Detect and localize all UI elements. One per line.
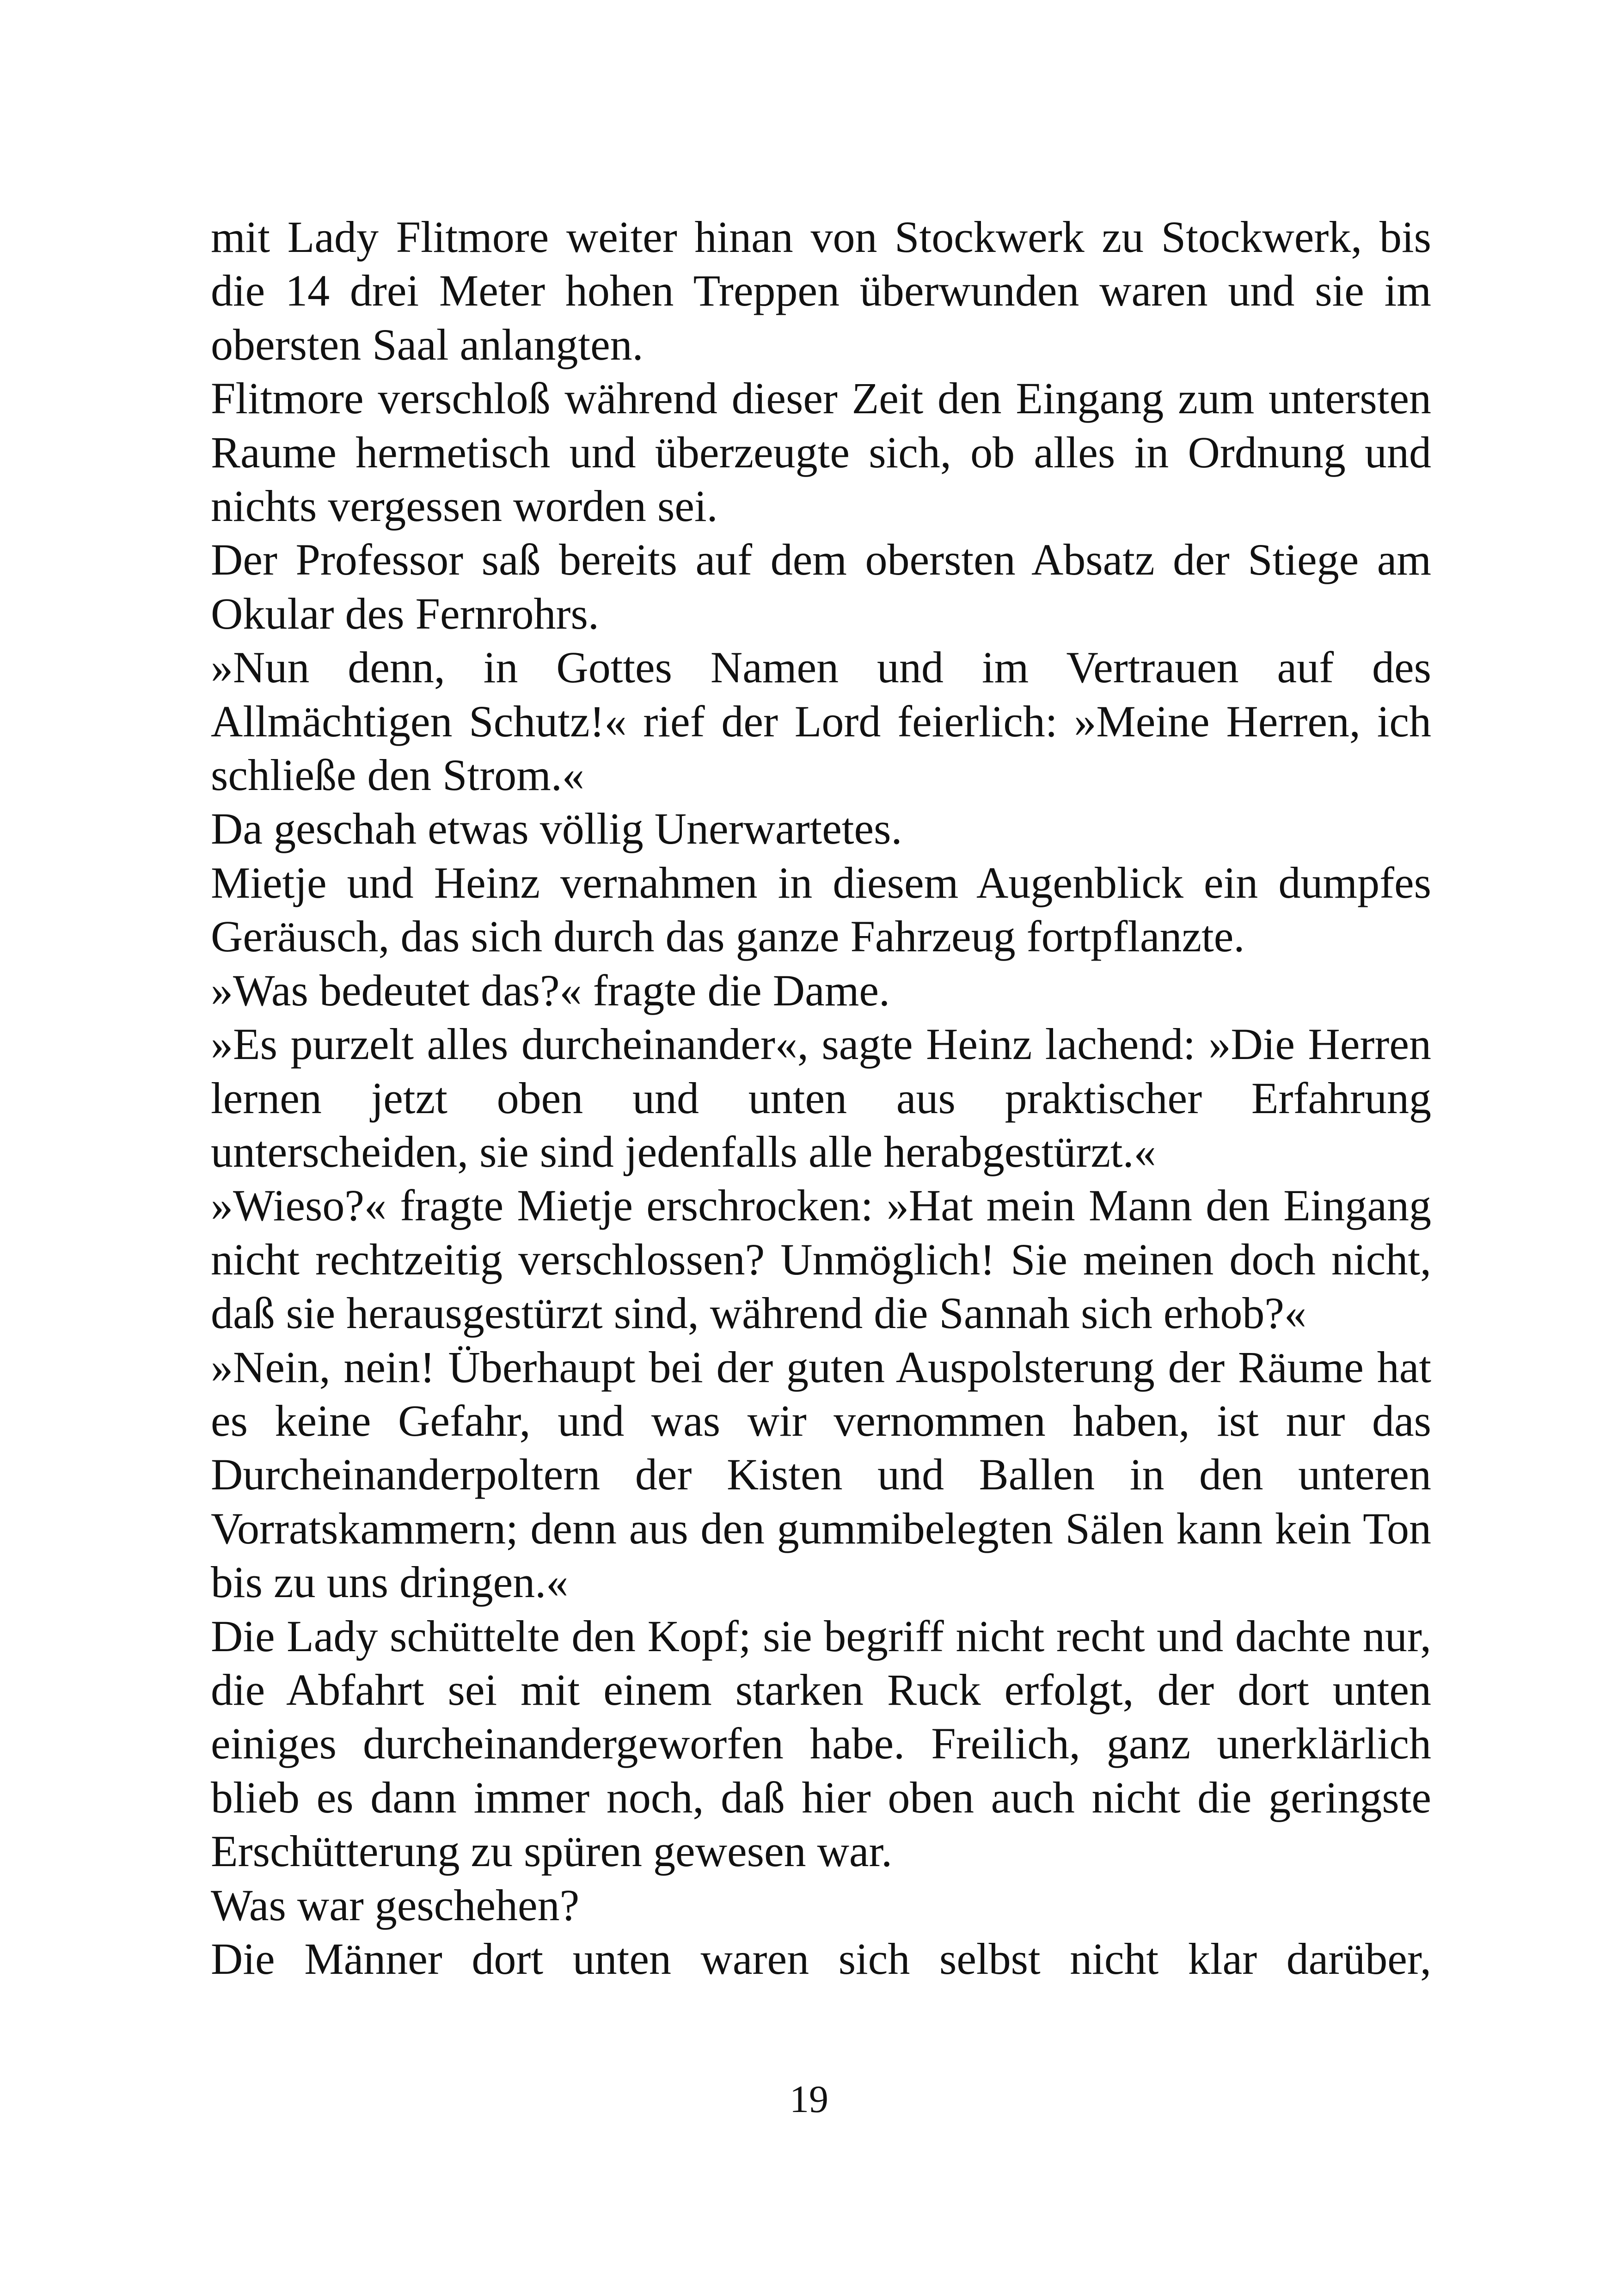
paragraph: »Es purzelt alles durcheinander«, sagte Heinz lachend: »Die Herren lernen jetzt oben und unten aus praktischer Erfahrung unterscheiden, sie sind jedenfalls alle herabgestürzt.« <box>211 1019 1431 1176</box>
paragraph: Da geschah etwas völlig Unerwartetes. <box>211 804 902 854</box>
paragraph: »Wieso?« fragte Mietje erschrocken: »Hat mein Mann den Eingang nicht rechtzeitig verschlossen? Unmöglich! Sie meinen doch nicht, daß sie herausgestürzt sind, während die Sannah sich erhob?« <box>211 1181 1431 1338</box>
paragraph: Was war geschehen? <box>211 1880 580 1930</box>
paragraph: Die Männer dort unten waren sich selbst nicht klar darüber, <box>211 1934 1431 1984</box>
page-number: 19 <box>790 2078 828 2121</box>
paragraph: »Nun denn, in Gottes Namen und im Vertrauen auf des Allmächtigen Schutz!« rief der Lord feierlich: »Meine Herren, ich schließe den Strom.« <box>211 643 1431 800</box>
paragraph: »Nein, nein! Überhaupt bei der guten Auspolsterung der Räume hat es keine Gefahr, und was wir vernommen haben, ist nur das Durcheinanderpoltern der Kisten und Ballen in den unteren Vorratskammern; denn aus den gummibelegten Sälen kann kein Ton bis zu uns dringen.« <box>211 1342 1431 1607</box>
paragraph: »Was bedeutet das?« fragte die Dame. <box>211 965 890 1015</box>
paragraph: Mietje und Heinz vernahmen in diesem Augenblick ein dumpfes Geräusch, das sich durch das ganze Fahrzeug fortpflanzte. <box>211 857 1431 961</box>
paragraph: Der Professor saß bereits auf dem obersten Absatz der Stiege am Okular des Fernrohrs. <box>211 535 1431 638</box>
body-text <box>211 210 1431 1986</box>
paragraph: mit Lady Flitmore weiter hinan von Stockwerk zu Stockwerk, bis die 14 drei Meter hohen Treppen überwunden waren und sie im obersten Saal anlangten. <box>211 212 1431 369</box>
paragraph: Die Lady schüttelte den Kopf; sie begriff nicht recht und dachte nur, die Abfahrt sei mit einem starken Ruck erfolgt, der dort unten einiges durcheinandergeworfen habe. Freilich, ganz unerklärlich blieb es dann immer noch, daß hier oben auch nicht die geringste Erschütterung zu spüren gewesen war. <box>211 1611 1431 1876</box>
paragraph: Flitmore verschloß während dieser Zeit den Eingang zum untersten Raume hermetisch und überzeugte sich, ob alles in Ordnung und nichts vergessen worden sei. <box>211 373 1431 531</box>
